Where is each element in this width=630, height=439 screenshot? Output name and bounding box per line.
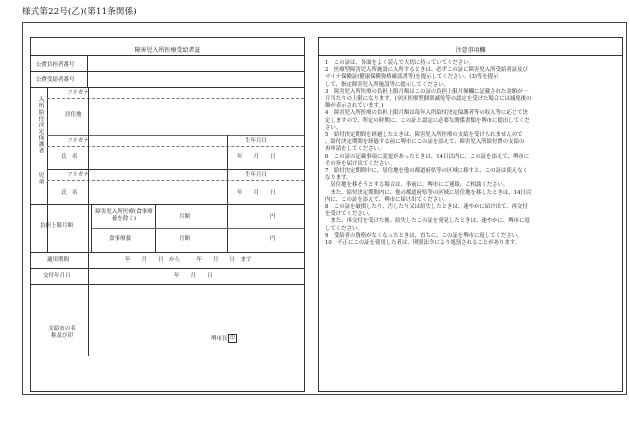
- note-line: マイナ保険証(健康保険資格確認書等)を提示してください。(3)等を提示: [325, 74, 499, 81]
- note-line: 5 給付決定期間を経過したときは、障害児入所医療の支給を受けられませんので: [325, 132, 523, 139]
- seal-stamp-icon: 印: [228, 334, 237, 343]
- note-line: さい。: [325, 124, 342, 131]
- limit-label: 負担上限月額: [40, 223, 74, 229]
- issuer-label: 支給市の名称及び印: [48, 326, 76, 339]
- child-birthdate-label: 生年月日: [245, 172, 268, 178]
- medical-yen-label: 円: [270, 214, 276, 220]
- note-line: 定しますので、所定の時期に、この証と認定に必要な関係書類を堺市に提出してくだ: [325, 117, 530, 124]
- note-line: 10 不正にこの証を使用した者は、刑罰法令により処罰されることがあります。: [325, 240, 521, 247]
- medical-monthly-label: 月額: [179, 214, 191, 220]
- guardian-group-label: 入所給付決定保護者: [37, 96, 43, 154]
- note-line: 9 受給者の資格がなくなったときは、直ちに、この証を堺市に返してください。: [325, 232, 523, 239]
- child-name-label: 氏 名: [61, 190, 78, 196]
- note-line: 7 給付決定期間中に、居住地を他の都道府県等の区域に移すと、この証は使えなく: [325, 168, 528, 175]
- note-line: 額が表示されています。): [325, 103, 384, 110]
- certificate-panel: [30, 37, 305, 392]
- period-label: 適用期間: [47, 257, 70, 263]
- guardian-furigana-label: フリガナ: [67, 90, 89, 96]
- note-line: 6 この証の記載事項に変更があったときは、14日以内に、この証を添えて、堺市に: [325, 153, 530, 160]
- guardian-furigana-label-2: フリガナ: [67, 138, 89, 144]
- issue-value: 年 月 日: [174, 273, 213, 279]
- note-line: 、給付決定期間を経過する前に堺市にこの証を添えて、障害児入所給付費の支給の: [325, 139, 525, 146]
- note-line: 8 この証を破損したり、汚したり又は紛失したときは、速やかに届け出て、再交付: [325, 204, 528, 211]
- note-line: また、再交付を受けた後、紛失したこの証を発見したときは、速やかに、堺市に返: [325, 218, 530, 225]
- note-line: 内に、この証を添えて、堺市に届け出てください。: [325, 196, 449, 203]
- issue-label: 交付年月日: [43, 273, 71, 279]
- notes-list: [325, 60, 618, 247]
- note-line: してください。: [325, 225, 363, 232]
- note-line: を受けてください。: [325, 211, 374, 218]
- note-line: 居住地を移そうとする場合は、事前に、堺市にご連絡、ご相談ください。: [325, 182, 509, 189]
- child-furigana-label: フリガナ: [67, 172, 89, 178]
- meal-monthly-label: 月額: [179, 236, 191, 242]
- guardian-birthdate-value: 年 月 日: [237, 154, 276, 160]
- meal-label: 食事療養: [109, 236, 132, 242]
- note-line: 月当たりの上限になります。(章区医療型個別減免等の認定を受けた場合には減免後の: [325, 96, 532, 103]
- address-label: 居住地: [65, 112, 82, 118]
- note-line: なります。: [325, 175, 352, 182]
- note-line: して、指定障害児入所施設等に提示してください。: [325, 81, 449, 88]
- certificate-title: 障害児入所医療受給者証: [134, 47, 201, 54]
- child-group-label: 児童: [37, 172, 43, 185]
- notes-title: 注意事項欄: [455, 47, 486, 54]
- note-line: 3 障害児入所医療の負担上限月額はこの証の負担上限月額欄に記載された金額が一: [325, 88, 528, 95]
- note-line: また、給付決定期間内に、他の都道府県等の区域に居住地を移したときは、14日以: [325, 189, 532, 196]
- child-birthdate-value: 年 月 日: [237, 190, 276, 196]
- note-line: 2 医療型障害児入所施設に入所するときは、必ずこの証に障害児入所受給者証及び: [325, 67, 528, 74]
- note-line: 再申請をしてください。: [325, 146, 385, 153]
- note-line: 1 この証は、各面をよく読んで大切に持っていてください。: [325, 60, 474, 66]
- public-payer-label: 公費負担者番号: [36, 62, 75, 68]
- guardian-birthdate-label: 生年月日: [245, 138, 268, 144]
- mayor-label: 堺市長: [211, 336, 228, 342]
- recipient-number-label: 公費受給者番号: [36, 77, 75, 83]
- guardian-name-label: 氏 名: [61, 154, 78, 160]
- note-line: その旨を届け出てください。: [325, 160, 396, 167]
- medical-label: 障害児入所医療(食事療養を除く): [95, 209, 153, 222]
- note-line: 4 障害児入所医療の負担上限月額は毎年入所給付決定保護者等の収入等に応じて決: [325, 110, 528, 117]
- notes-panel: [318, 37, 623, 392]
- form-code: 様式第22号(乙)(第11条関係): [22, 7, 137, 17]
- period-value: 年 月 日 から 年 月 日 まで: [125, 257, 252, 263]
- meal-yen-label: 円: [270, 236, 276, 242]
